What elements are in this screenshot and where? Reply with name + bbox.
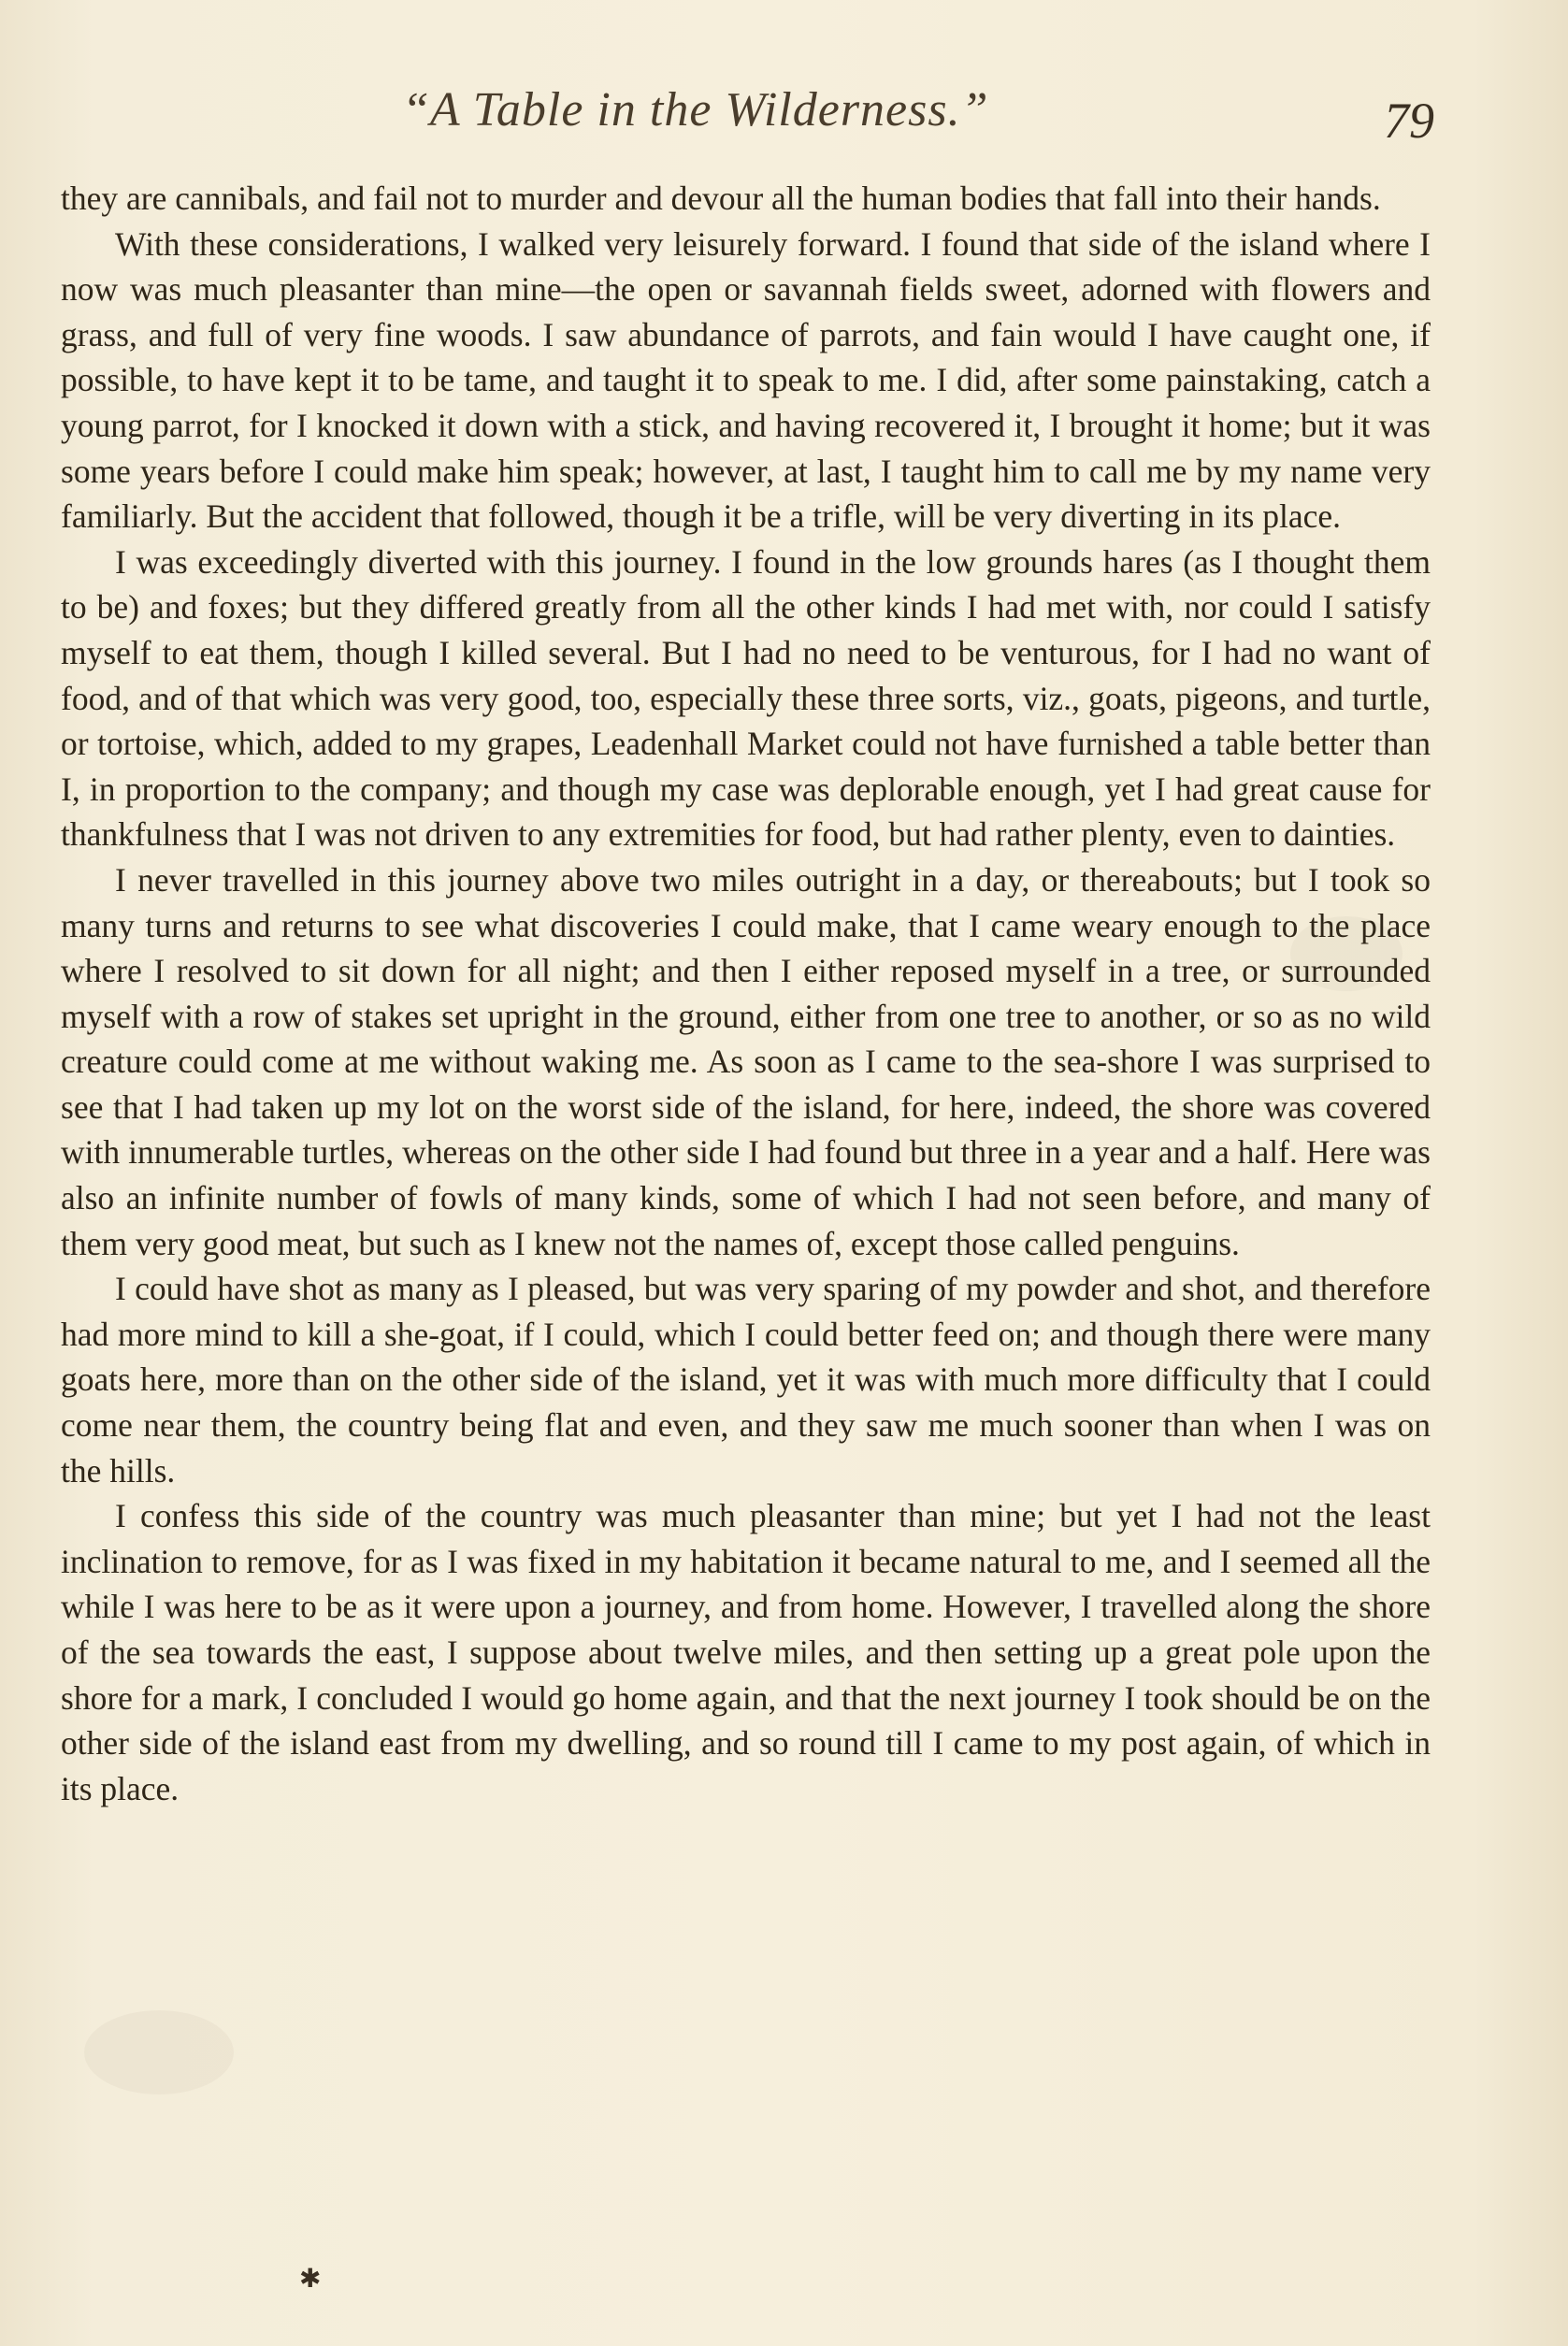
paragraph: I could have shot as many as I pleased, but was very sparing of my powder and shot, and therefore had more mind to kill a she-goat, if I could, which I could better feed on; and though there were many goats here, more than on the other side of the island, yet it was with much more difficulty that I could come near them, the country being flat and even, and they saw me much sooner than when I was on the hills. [61, 1270, 1431, 1490]
paragraph-continuation: they are cannibals, and fail not to murder and devour all the human bodies that fall into their hands. [61, 180, 1381, 217]
page-number: 79 [1384, 93, 1434, 149]
paragraph: I confess this side of the country was much pleasanter than mine; but yet I had not the least inclination to remove, for as I was fixed in my habitation it became natural to me, and I seemed all the while I was here to be as it were upon a journey, and from home. However, I travelled along the shore of the sea towards the east, I suppose about twelve miles, and then setting up a great pole upon the shore for a mark, I concluded I would go home again, and that the next journey I took should be on the other side of the island east from my dwelling, and so round till I came to my post again, of which in its place. [61, 1497, 1431, 1807]
paragraph: With these considerations, I walked very leisurely forward. I found that side of the island where I now was much pleasanter than mine—the open or savannah fields sweet, adorned with flowers and grass, and full of very fine woods. I saw abundance of parrots, and fain would I have caught one, if possible, to have kept it to be tame, and taught it to speak to me. I did, after some painstaking, catch a young parrot, for I knocked it down with a stick, and having recovered it, I brought it home; but it was some years before I could make him speak; however, at last, I taught him to call me by my name very familiarly. But the accident that followed, though it be a trifle, will be very diverting in its place. [61, 224, 1431, 536]
paper-stain [84, 2010, 234, 2094]
body-text [61, 176, 1431, 1811]
page-header [0, 75, 1568, 150]
paragraph: I was exceedingly diverted with this journey. I found in the low grounds hares (as I thought them to be) and foxes; but they differed greatly from all the other kinds I had met with, nor could I satisfy myself to eat them, though I killed several. But I had no need to be venturous, for I had no want of food, and of that which was very good, too, especially these three sorts, viz., goats, pigeons, and turtle, or tortoise, which, added to my grapes, Leadenhall Market could not have furnished a table better than I, in proportion to the company; and though my case was deplorable enough, yet I had great cause for thankfulness that I was not driven to any extremities for food, but had rather plenty, even to dainties. [61, 542, 1431, 854]
paragraph: I never travelled in this journey above two miles outright in a day, or thereabouts; but I took so many turns and returns to see what discoveries I could make, that I came weary enough to the place where I resolved to sit down for all night; and then I either reposed myself in a tree, or surrounded myself with a row of stakes set upright in the ground, either from one tree to another, or so as no wild creature could come at me without waking me. As soon as I came to the sea-shore I was surprised to see that I had taken up my lot on the worst side of the island, for here, indeed, the shore was covered with innumerable turtles, whereas on the other side I had found but three in a year and a half. Here was also an infinite number of fowls of many kinds, some of which I had not seen before, and many of them very good meat, but such as I knew not the names of, except those called penguins. [61, 860, 1431, 1262]
running-title: “A Table in the Wilderness.” [402, 83, 989, 137]
footer-ornament: ✱ [299, 2265, 322, 2294]
